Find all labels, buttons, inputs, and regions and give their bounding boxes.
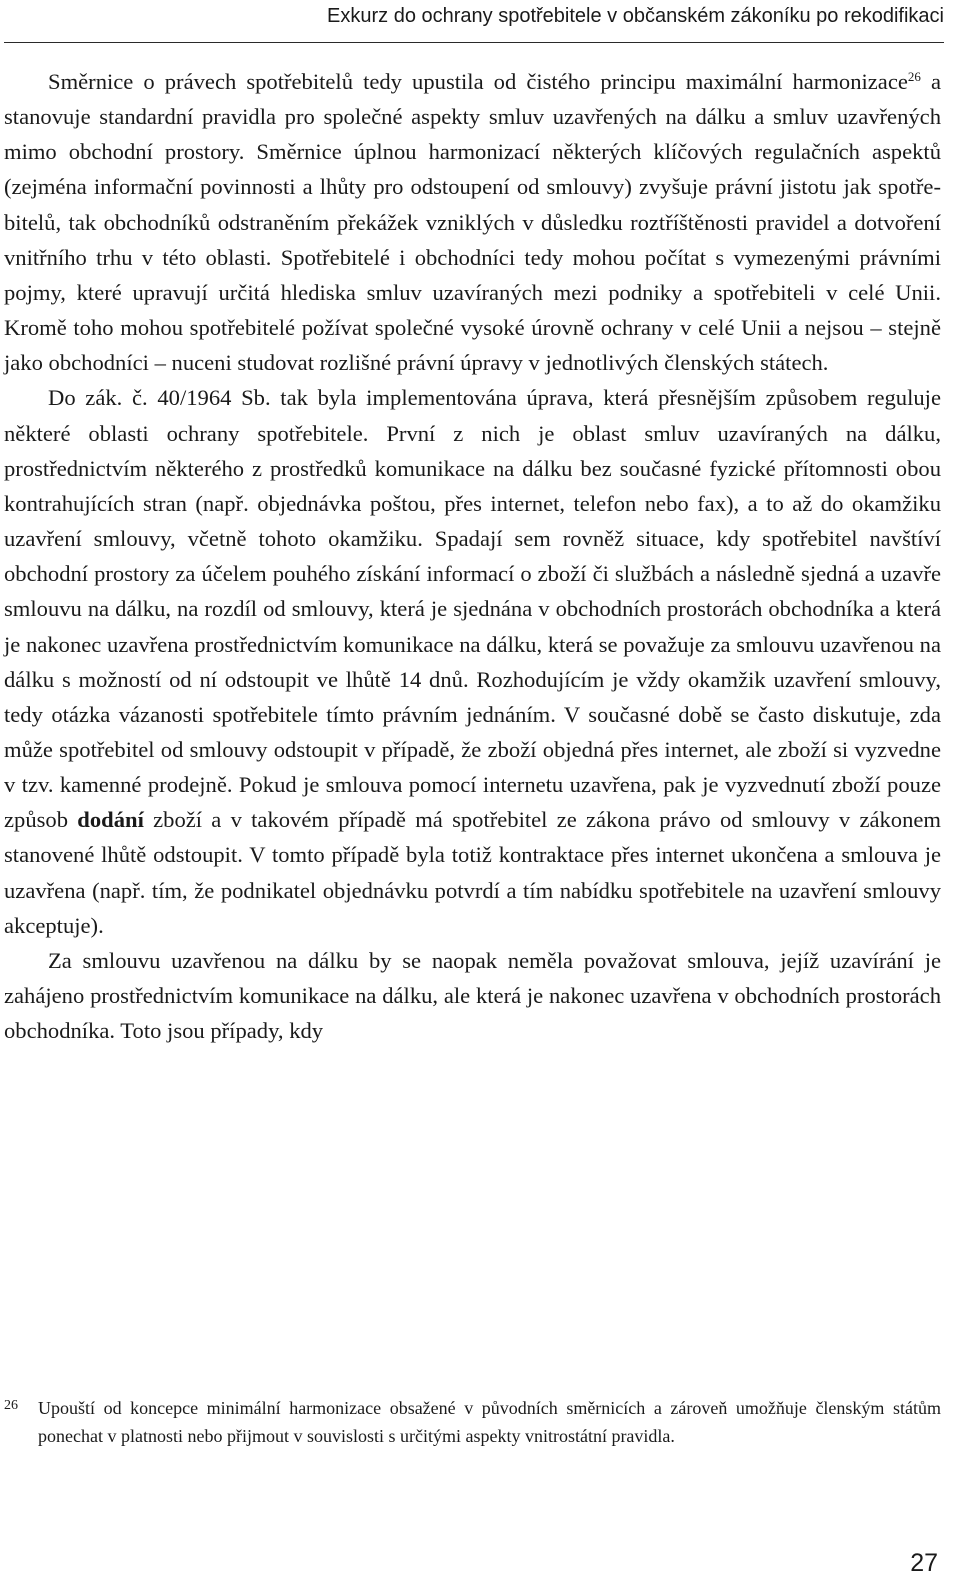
main-text — [4, 64, 941, 1048]
paragraph-1-text-b: a stanovuje standardní pravidla pro společné aspekty smluv uzavřených na dálku a smluv uzavřených mimo obchodní prostory. Směrnice úplnou harmonizací některých klíčových regulačních aspektů (zejména informační povinnosti a lhůty pro odstoupení od smlouvy) zvyšuje právní jistotu jak spotřebitelů, tak obchodníků odstraněním překážek vzniklých v důsledku roztříštěnosti pravidel a dotvoření vnitřního trhu v této oblasti. Spotřebitelé i obchodníci tedy mohou počítat s vymezenými právními pojmy, které upravují určitá hlediska smluv uzavíraných mezi podniky a spotřebiteli v celé Unii. Kromě toho mohou spotřebitelé požívat společné vysoké úrovně ochrany v celé Unii a nejsou – stejně jako obchodníci – nuceni studovat rozlišné právní úpravy v jednotlivých členských státech. — [4, 69, 941, 376]
paragraph-1 — [4, 64, 941, 380]
paragraph-3: Za smlouvu uzavřenou na dálku by se naopak neměla považovat smlouva, jejíž uzavírání je zahájeno prostřednictvím komunikace na dálku, ale která je nakonec uzavřena v obchodních prostorách obchodníka. Toto jsou případy, kdy — [4, 947, 941, 1044]
paragraph-2-text-a: Do zák. č. 40/1964 Sb. tak byla implementována úprava, která přesnějším způsobem reguluje některé oblasti ochrany spotřebitele. První z nich je oblast smluv uzavíraných na dálku, prostřednictvím některého z prostředků komunikace na dálku bez současné fyzické přítomnosti obou kontrahujících stran (např. objednávka poštou, přes internet, telefon nebo fax), a to až do okamžiku uzavření smlouvy, včetně tohoto okamžiku. Spadají sem rovněž situace, kdy spotřebitel navštíví obchodní prostory za účelem pouhého získání informací o zboží či službách a následně sjedná a uzavře smlouvu na dálku, na rozdíl od smlouvy, která je sjednána v obchodních prostorách obchodníka a která je nakonec uzavřena prostřednictvím komunikace na dálku, která se považuje za smlouvu uzavřenou na dálku s možností od ní odstoupit ve lhůtě 14 dnů. Rozhodujícím je vždy okamžik uzavření smlouvy, tedy otázka vázanosti spotřebitele tímto právním jednáním. V současné době se často diskutuje, zda může spotřebitel od smlouvy odstoupit v případě, že zboží objedná přes internet, ale zboží si vyzvedne v tzv. kamenné prodejně. Pokud je smlouva pomocí internetu uzavřena, pak je vyzvednutí zboží pouze způsob — [4, 385, 941, 833]
running-header: Exkurz do ochrany spotřebitele v občanském zákoníku po rekodifikaci — [327, 5, 944, 27]
paragraph-2 — [4, 380, 941, 943]
footnote — [4, 1394, 941, 1450]
footnote-number: 26 — [4, 1398, 18, 1413]
header-rule — [4, 42, 944, 43]
footnote-reference: 26 — [907, 69, 921, 84]
paragraph-2-bold-term: dodání — [77, 807, 144, 833]
paragraph-1-text-a: Směrnice o právech spotřebitelů tedy upustila od čistého principu maximální harmonizace — [48, 69, 908, 94]
paragraph-2-text-b: zboží a v takovém případě má spotřebitel ze zákona právo od smlouvy v zákonem stanovené lhůtě odstoupit. V tomto případě byla totiž kontraktace přes internet ukončena a smlouva je uzavřena (např. tím, že podnikatel objednávku potvrdí a tím nabídku spotřebitele na uzavření smlouvy akceptuje). — [4, 807, 941, 938]
footnote-text: Upouští od koncepce minimální harmonizace obsažené v původních směrnicích a zároveň umožňuje členským státům ponechat v platnosti nebo přijmout v souvislosti s určitými aspekty vnitrostátní pravidla. — [38, 1398, 941, 1446]
page-number: 27 — [910, 1549, 938, 1577]
